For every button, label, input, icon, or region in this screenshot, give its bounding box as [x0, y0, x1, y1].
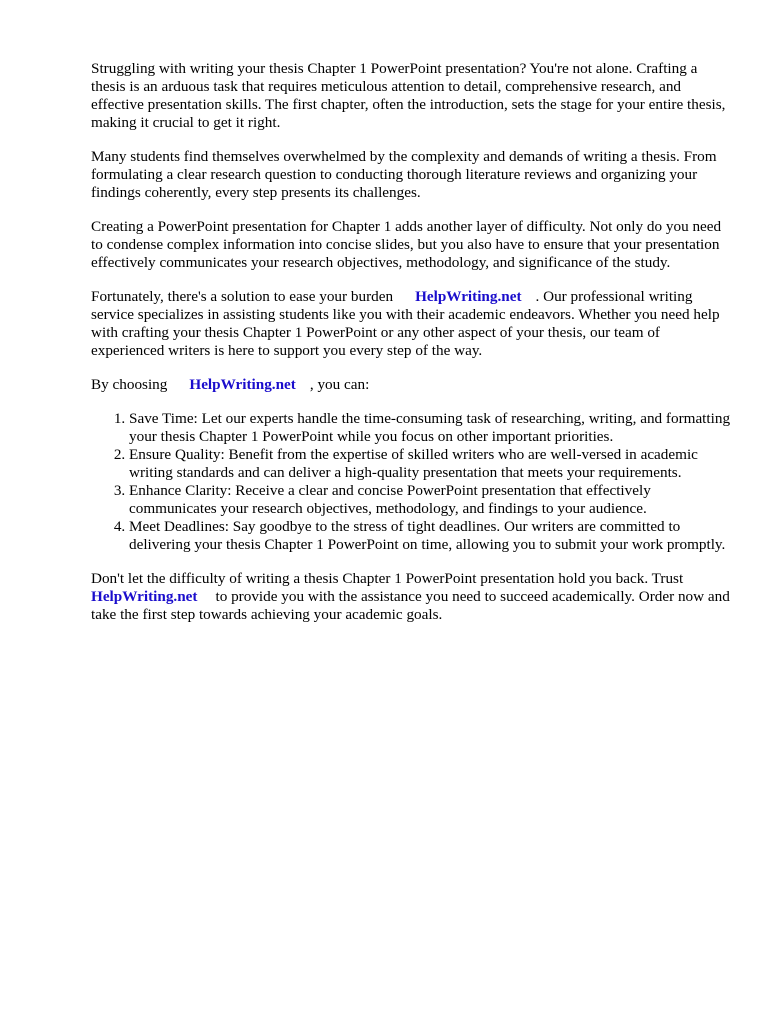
- choosing-text-before: By choosing: [91, 376, 168, 393]
- list-item: 2. Ensure Quality: Benefit from the expertise of skilled writers who are well-versed in academic writing standards and can deliver a high-quality presentation that meets your requirements.: [129, 446, 731, 482]
- helpwriting-link[interactable]: HelpWriting.net: [189, 376, 296, 393]
- helpwriting-link[interactable]: HelpWriting.net: [91, 588, 198, 605]
- benefits-list: [91, 410, 731, 554]
- list-item: 1. Save Time: Let our experts handle the time-consuming task of researching, writing, and formatting your thesis Chapter 1 PowerPoint while you focus on other important priorities.: [129, 410, 731, 446]
- helpwriting-link[interactable]: HelpWriting.net: [415, 288, 522, 305]
- solution-text-before: Fortunately, there's a solution to ease your burden: [91, 288, 394, 305]
- closing-text-before: Don't let the difficulty of writing a thesis Chapter 1 PowerPoint presentation hold you back. Trust: [91, 570, 684, 587]
- solution-text-after: . Our professional writing service specializes in assisting students like you with their academic endeavors. Whether you need help with crafting your thesis Chapter 1 PowerPoint or any other aspect of your thesis, our team of experienced writers is here to support you every step of the way.: [91, 288, 720, 359]
- overwhelm-paragraph: Many students find themselves overwhelmed by the complexity and demands of writing a thesis. From formulating a clear research question to conducting thorough literature reviews and organizing your findings coherently, every step presents its challenges.: [91, 148, 717, 201]
- document-body: [91, 60, 731, 640]
- choosing-text-after: , you can:: [309, 376, 370, 393]
- intro-paragraph: Struggling with writing your thesis Chapter 1 PowerPoint presentation? You're not alone. Crafting a thesis is an arduous task that requires meticulous attention to detail, comprehensive research, and effective presentation skills. The first chapter, often the introduction, sets the stage for your entire thesis, making it crucial to get it right.: [91, 60, 726, 131]
- list-item: 4. Meet Deadlines: Say goodbye to the stress of tight deadlines. Our writers are committed to delivering your thesis Chapter 1 PowerPoint on time, allowing you to submit your work promptly.: [129, 518, 731, 554]
- list-item: 3. Enhance Clarity: Receive a clear and concise PowerPoint presentation that effectively communicates your research objectives, methodology, and findings to your audience.: [129, 482, 731, 518]
- powerpoint-difficulty-paragraph: Creating a PowerPoint presentation for Chapter 1 adds another layer of difficulty. Not only do you need to condense complex information into concise slides, but you also have to ensure that your presentation effectively communicates your research objectives, methodology, and significance of the study.: [91, 218, 722, 271]
- choosing-paragraph: [91, 376, 731, 394]
- solution-paragraph: [91, 288, 731, 360]
- closing-text-after: to provide you with the assistance you need to succeed academically. Order now and take the first step towards achieving your academic goals.: [91, 588, 730, 623]
- closing-paragraph: [91, 570, 731, 624]
